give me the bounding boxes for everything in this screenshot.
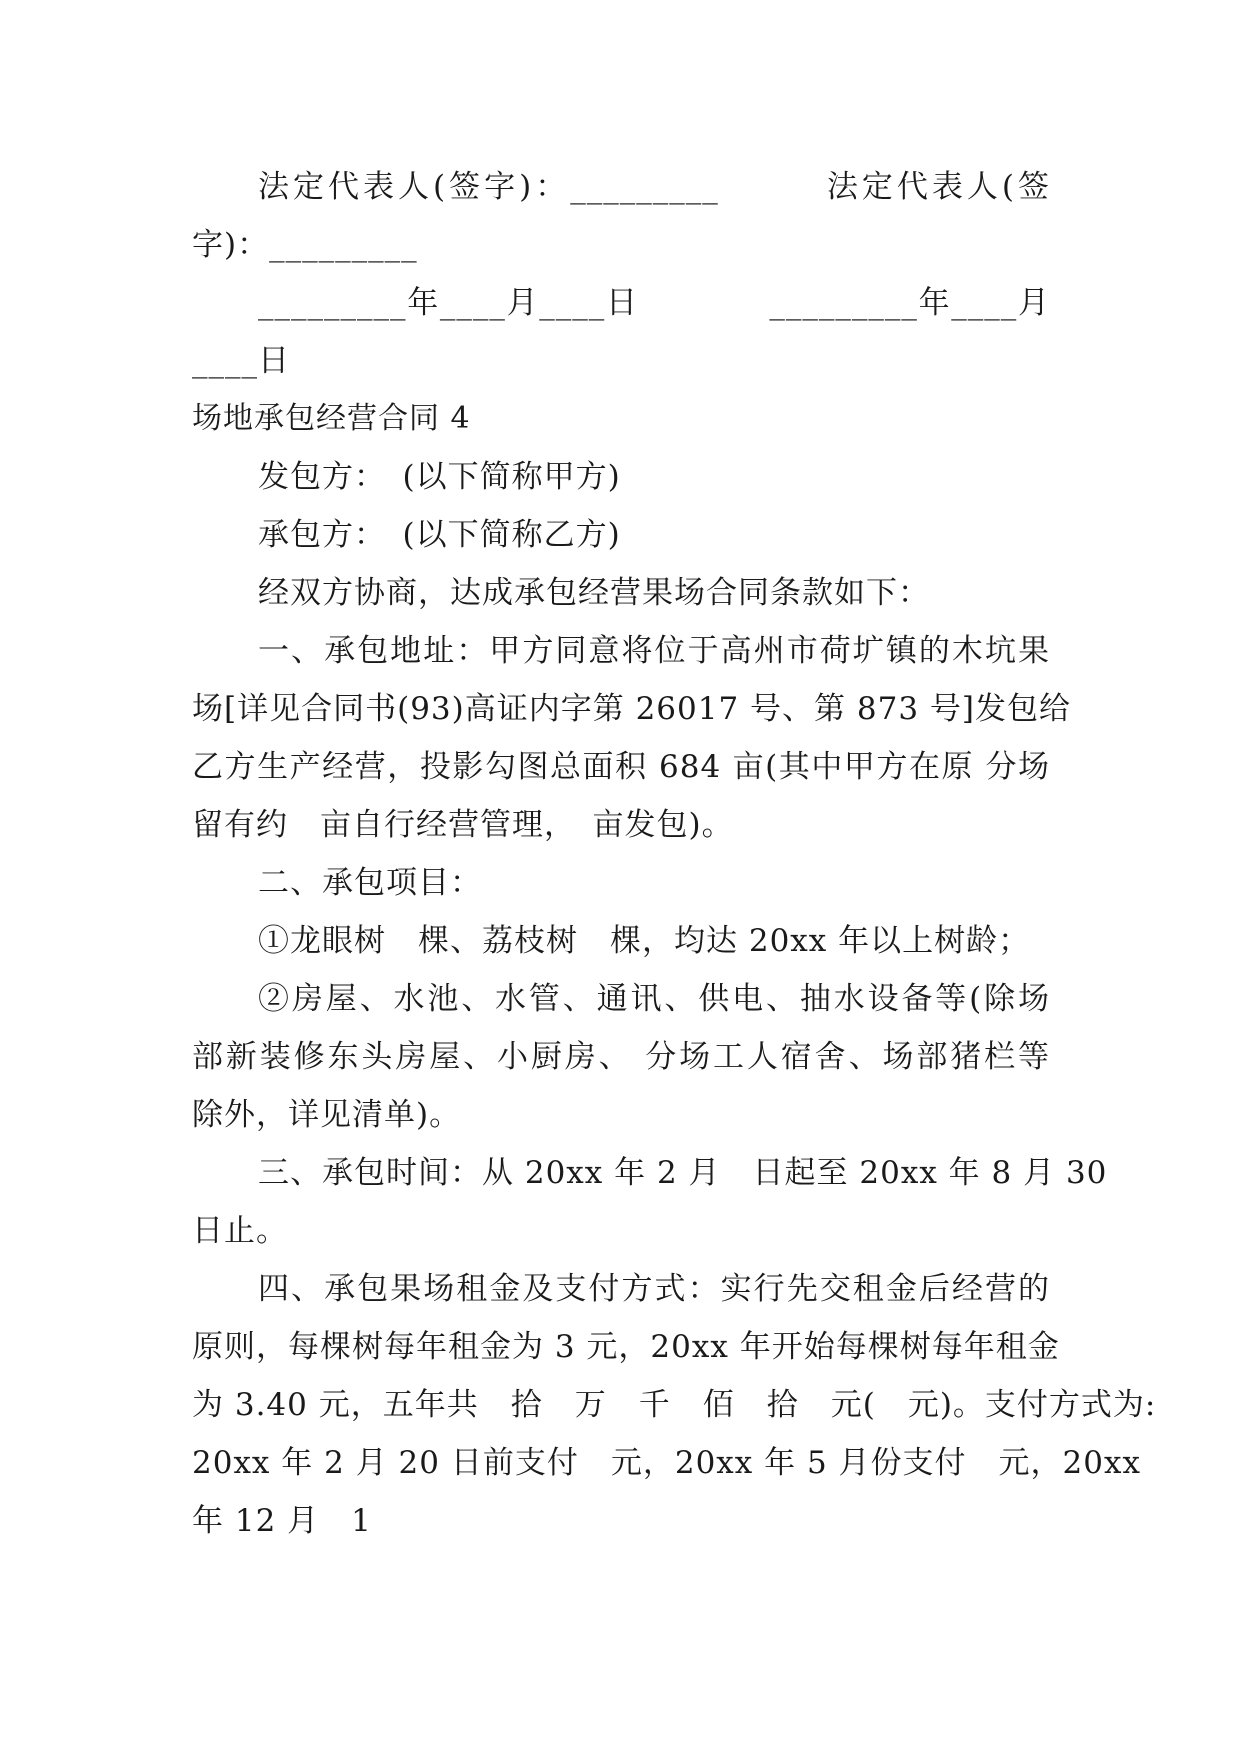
intro-paragraph: 经双方协商，达成承包经营果场合同条款如下： bbox=[258, 575, 930, 611]
clause-3-line-1: 三、承包时间：从 20xx 年 2 月 日起至 20xx 年 8 月 30 bbox=[258, 1155, 1108, 1191]
clause-2-item-2-line-3: 除外，详见清单)。 bbox=[192, 1097, 462, 1133]
clause-2-item-2-line-1: ②房屋、水池、水管、通讯、供电、抽水设备等(除场 bbox=[258, 981, 1050, 1017]
clause-4-line-5: 年 12 月 1 bbox=[192, 1503, 372, 1539]
clause-4-line-1: 四、承包果场租金及支付方式：实行先交租金后经营的 bbox=[258, 1271, 1050, 1307]
clause-1-line-1: 一、承包地址：甲方同意将位于高州市荷圹镇的木坑果 bbox=[258, 633, 1050, 669]
clause-1-line-2: 场[详见合同书(93)高证内字第 26017 号、第 873 号]发包给 bbox=[192, 691, 1072, 727]
clause-2-item-1: ①龙眼树 棵、荔枝树 棵，均达 20xx 年以上树龄； bbox=[258, 923, 1031, 959]
date-line-cont: ____日 bbox=[192, 343, 290, 379]
party-b-line: 承包方： (以下简称乙方) bbox=[258, 517, 621, 553]
clause-2-item-2-line-2: 部新装修东头房屋、小厨房、 分场工人宿舍、场部猪栏等 bbox=[192, 1039, 1050, 1075]
clause-4-line-2: 原则，每棵树每年租金为 3 元，20xx 年开始每棵树每年租金 bbox=[192, 1329, 1060, 1365]
clause-3-line-2: 日止。 bbox=[192, 1213, 288, 1249]
document-body bbox=[192, 158, 1157, 1550]
clause-1-line-3: 乙方生产经营，投影勾图总面积 684 亩(其中甲方在原 分场 bbox=[192, 749, 1050, 785]
signature-line-1: 法定代表人(签字)：_________ 法定代表人(签 bbox=[258, 169, 1050, 205]
date-line: _________年____月____日 _________年____月 bbox=[258, 285, 1050, 321]
clause-4-line-3: 为 3.40 元，五年共 拾 万 千 佰 拾 元( 元)。支付方式为: bbox=[192, 1387, 1157, 1423]
signature-line-1-cont: 字)：_________ bbox=[192, 227, 418, 263]
contract-title: 场地承包经营合同 4 bbox=[192, 401, 471, 436]
party-a-line: 发包方： (以下简称甲方) bbox=[258, 459, 621, 495]
clause-1-line-4: 留有约 亩自行经营管理， 亩发包)。 bbox=[192, 807, 734, 843]
clause-2-heading: 二、承包项目： bbox=[258, 865, 482, 901]
clause-4-line-4: 20xx 年 2 月 20 日前支付 元，20xx 年 5 月份支付 元，20xx bbox=[192, 1445, 1141, 1481]
